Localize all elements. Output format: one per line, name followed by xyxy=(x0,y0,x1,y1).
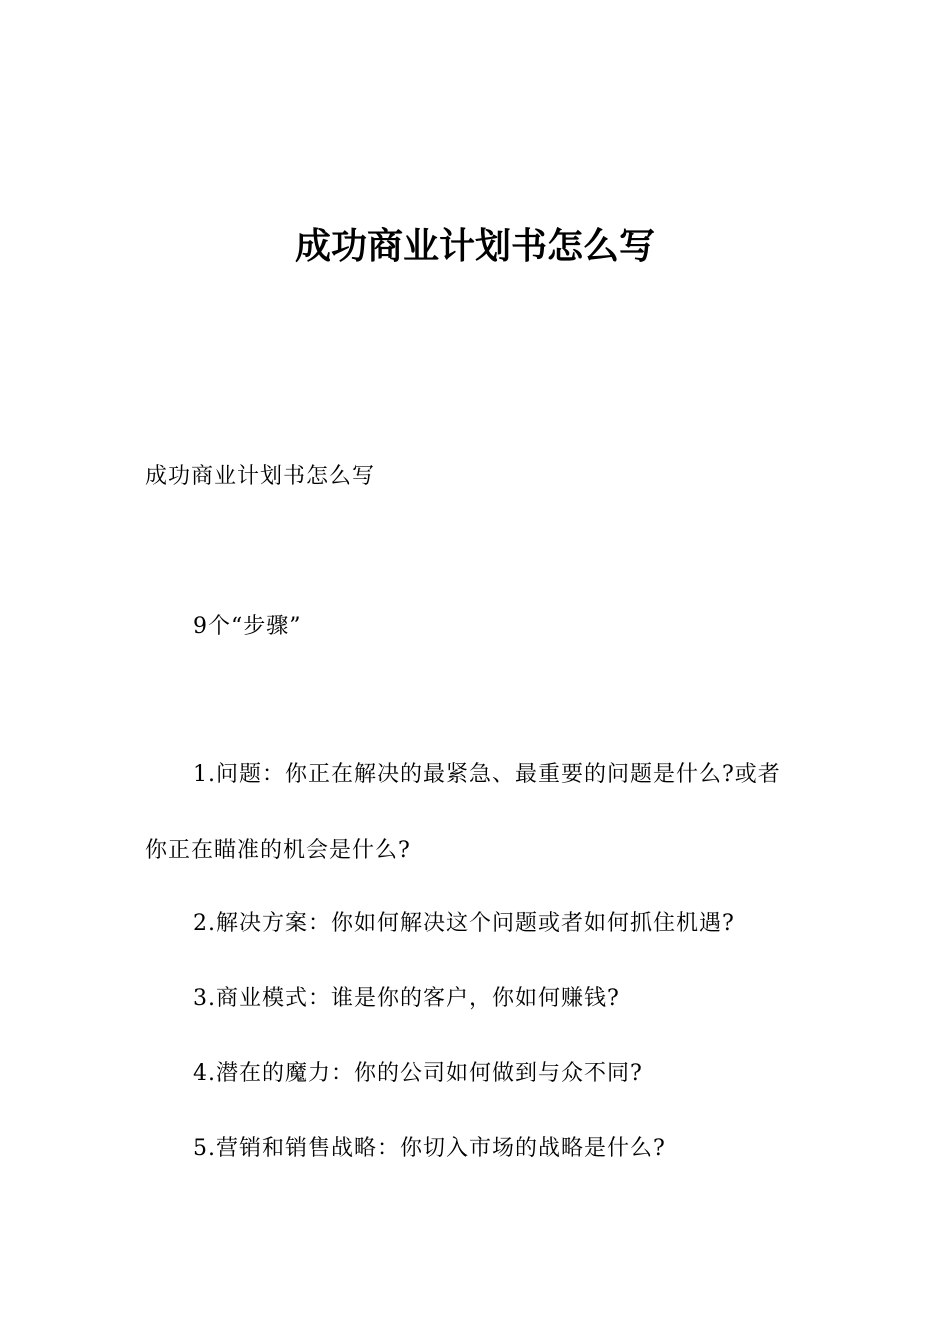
paragraph-item-1-continued: 你正在瞄准的机会是什么? xyxy=(145,838,411,863)
paragraph-item-3: 3.商业模式：谁是你的客户，你如何赚钱? xyxy=(193,986,620,1011)
paragraph-item-4: 4.潜在的魔力：你的公司如何做到与众不同? xyxy=(193,1061,643,1086)
steps-heading: 9个“步骤” xyxy=(193,614,302,639)
paragraph-item-2: 2.解决方案：你如何解决这个问题或者如何抓住机遇? xyxy=(193,911,735,936)
document-subtitle: 成功商业计划书怎么写 xyxy=(145,464,376,489)
paragraph-item-1: 1.问题：你正在解决的最紧急、最重要的问题是什么?或者 xyxy=(193,762,781,787)
paragraph-item-5: 5.营销和销售战略：你切入市场的战略是什么? xyxy=(193,1136,666,1161)
document-title: 成功商业计划书怎么写 xyxy=(294,226,655,267)
